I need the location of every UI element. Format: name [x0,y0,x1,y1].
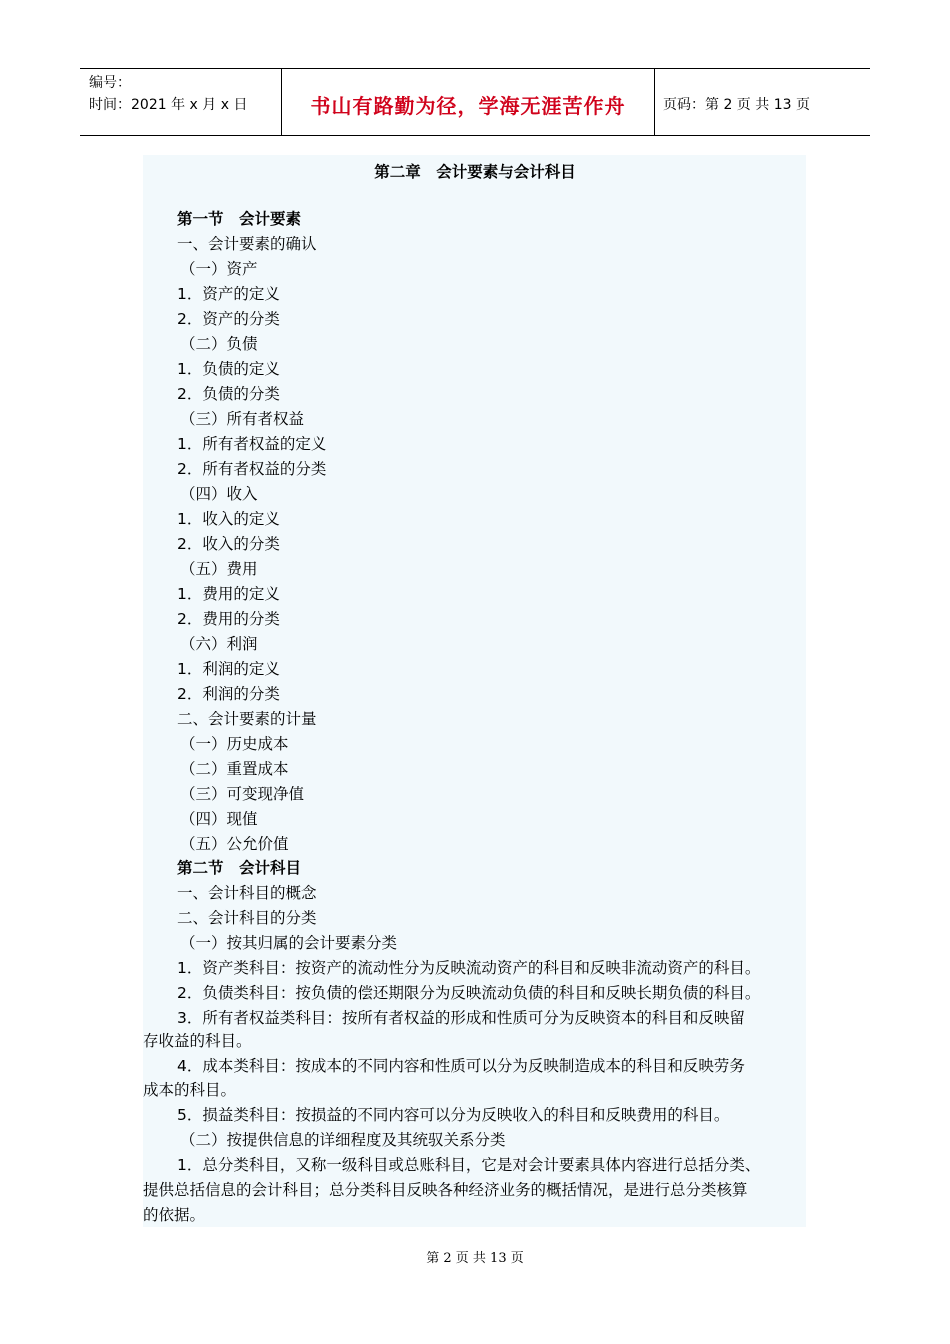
heading-1: 一、会计科目的概念 [177,884,317,902]
page-header [80,68,870,136]
paragraph-line: 成本的科目。 [143,1081,237,1099]
paragraph-line: 1．总分类科目，又称一级科目或总账科目，它是对会计要素具体内容进行总括分类、 [177,1156,761,1174]
heading-1: 一、会计要素的确认 [177,235,317,253]
section-heading: 第二节 会计科目 [177,859,302,877]
list-item: 2．资产的分类 [177,310,280,328]
list-item: 2．收入的分类 [177,535,280,553]
chapter-title: 第二章 会计要素与会计科目 [374,163,576,181]
date-label: 时间：2021 年 x 月 x 日 [89,97,248,113]
subheading: （三）可变现净值 [180,785,305,803]
subheading: （五）公允价值 [180,835,289,853]
subheading: （六）利润 [180,635,258,653]
subheading: （四）收入 [180,485,258,503]
header-meta [80,69,282,135]
subheading: （一）历史成本 [180,735,289,753]
paragraph-line: 2．负债类科目：按负债的偿还期限分为反映流动负债的科目和反映长期负债的科目。 [177,984,761,1002]
subheading: （五）费用 [180,560,258,578]
paragraph-line: 提供总括信息的会计科目；总分类科目反映各种经济业务的概括情况，是进行总分类核算 [143,1181,748,1199]
list-item: 2．费用的分类 [177,610,280,628]
list-item: 1．费用的定义 [177,585,280,603]
subheading: （二）负债 [180,335,258,353]
paragraph-line: 的依据。 [143,1206,206,1224]
paragraph-line: 存收益的科目。 [143,1032,252,1050]
subheading: （二）按提供信息的详细程度及其统驭关系分类 [180,1131,506,1149]
list-item: 2．所有者权益的分类 [177,460,327,478]
list-item: 1．收入的定义 [177,510,280,528]
subheading: （四）现值 [180,810,258,828]
subheading: （一）资产 [180,260,258,278]
heading-1: 二、会计要素的计量 [177,710,317,728]
section-heading: 第一节 会计要素 [177,210,302,228]
paragraph-line: 1．资产类科目：按资产的流动性分为反映流动资产的科目和反映非流动资产的科目。 [177,959,761,977]
paragraph-line: 3．所有者权益类科目：按所有者权益的形成和性质可分为反映资本的科目和反映留 [177,1009,745,1027]
list-item: 1．资产的定义 [177,285,280,303]
header-page-cell [655,69,870,135]
page-info: 页码：第 2 页 共 13 页 [663,96,810,113]
heading-1: 二、会计科目的分类 [177,909,317,927]
subheading: （三）所有者权益 [180,410,305,428]
list-item: 1．负债的定义 [177,360,280,378]
list-item: 1．所有者权益的定义 [177,435,327,453]
number-label: 编号： [89,75,131,91]
paragraph-line: 4．成本类科目：按成本的不同内容和性质可以分为反映制造成本的科目和反映劳务 [177,1057,745,1075]
header-motto-cell [282,69,655,135]
list-item: 1．利润的定义 [177,660,280,678]
paragraph-line: 5．损益类科目：按损益的不同内容可以分为反映收入的科目和反映费用的科目。 [177,1106,730,1124]
subheading: （二）重置成本 [180,760,289,778]
list-item: 2．利润的分类 [177,685,280,703]
subheading: （一）按其归属的会计要素分类 [180,934,398,952]
page-footer: 第 2 页 共 13 页 [426,1251,524,1266]
motto: 书山有路勤为径，学海无涯苦作舟 [310,93,626,118]
list-item: 2．负债的分类 [177,385,280,403]
